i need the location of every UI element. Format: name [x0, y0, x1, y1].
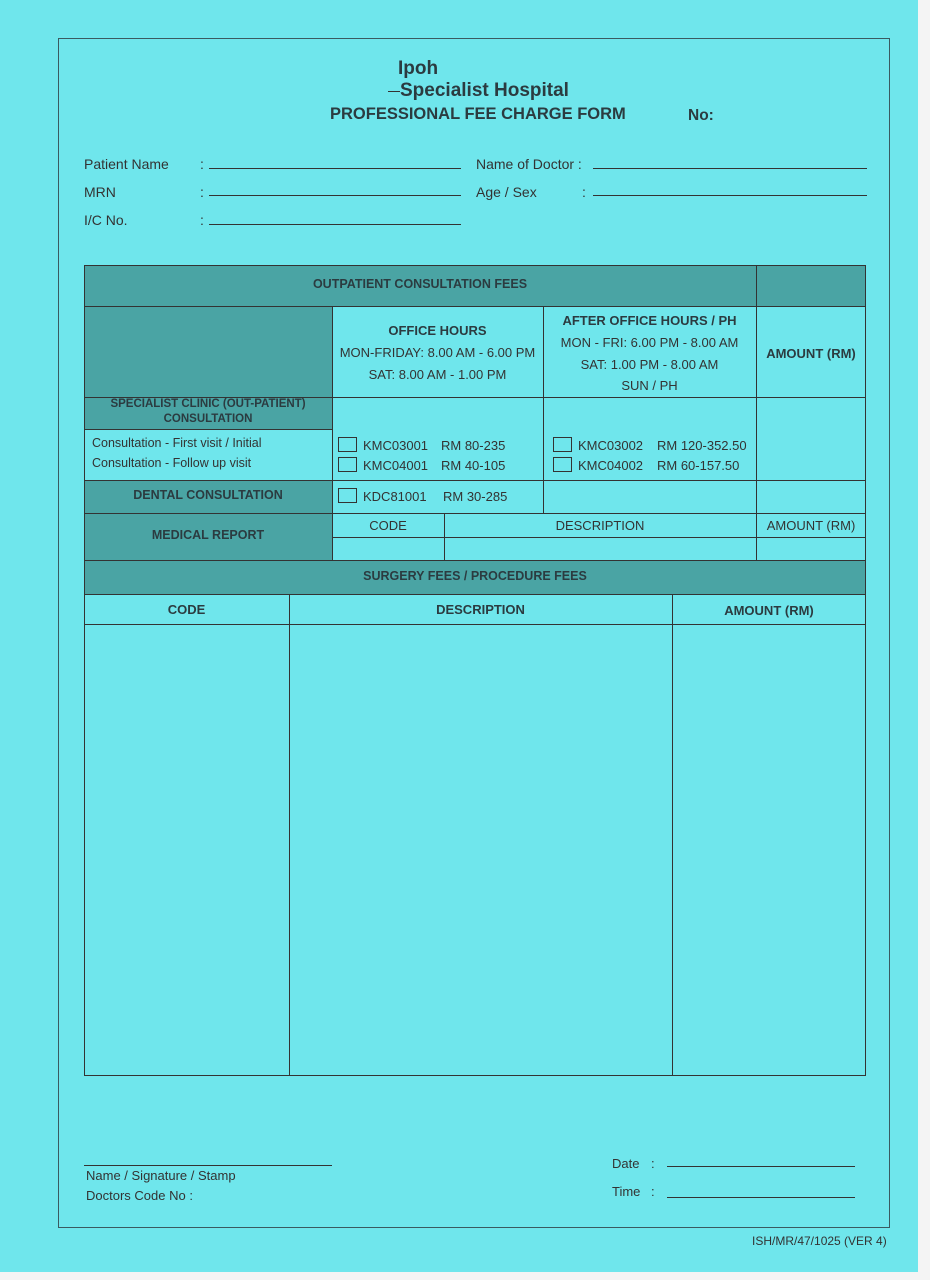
after-price2: RM 60-157.50 [657, 458, 740, 473]
table-rule-v [672, 594, 673, 1076]
surgery-fees-title: SURGERY FEES / PROCEDURE FEES [363, 569, 587, 583]
age-sex-field[interactable] [593, 195, 867, 196]
time-field[interactable] [667, 1197, 855, 1198]
doctor-name-field[interactable] [593, 168, 867, 169]
consult-follow-up: Consultation - Follow up visit [92, 456, 252, 470]
patient-name-field[interactable] [209, 168, 461, 169]
date-colon: : [651, 1156, 655, 1171]
medical-report-code-header: CODE [369, 518, 407, 533]
dental-code: KDC81001 [363, 489, 427, 504]
after-hours-title: AFTER OFFICE HOURS / PH [562, 313, 737, 328]
office-hours-title: OFFICE HOURS [388, 323, 487, 338]
after-hours-line2: SAT: 1.00 PM - 8.00 AM [580, 357, 719, 372]
age-sex-label: Age / Sex [476, 184, 537, 200]
hospital-brand-line2: Specialist Hospital [400, 80, 569, 101]
dental-consultation-label: DENTAL CONSULTATION [133, 488, 283, 502]
ic-no-colon: : [200, 212, 204, 228]
after-hours-line1: MON - FRI: 6.00 PM - 8.00 AM [560, 335, 739, 350]
after-code2: KMC04002 [578, 458, 644, 473]
table-rule [84, 429, 332, 430]
form-reference: ISH/MR/47/1025 (VER 4) [752, 1234, 887, 1248]
date-label: Date [612, 1156, 640, 1171]
office-code1: KMC03001 [363, 438, 429, 453]
after-follow-checkbox[interactable] [553, 457, 572, 472]
specialist-clinic-line1: SPECIALIST CLINIC (OUT-PATIENT) [110, 398, 306, 410]
table-rule [84, 513, 866, 514]
table-rule [332, 537, 866, 538]
mrn-colon: : [200, 184, 204, 200]
office-code2: KMC04001 [363, 458, 429, 473]
form-title: PROFESSIONAL FEE CHARGE FORM [330, 105, 626, 123]
patient-name-label: Patient Name [84, 156, 169, 172]
surgery-code-header: CODE [167, 602, 206, 617]
after-hours-line3: SUN / PH [621, 378, 678, 393]
age-sex-colon: : [582, 184, 586, 200]
office-price2: RM 40-105 [441, 458, 506, 473]
signature-line[interactable] [84, 1165, 332, 1166]
time-label: Time [612, 1184, 641, 1199]
hospital-brand-line1: Ipoh [398, 58, 439, 79]
brand-dash [388, 91, 400, 92]
surgery-description-header: DESCRIPTION [436, 602, 525, 617]
doctor-name-label: Name of Doctor : [476, 156, 582, 172]
amount-header: AMOUNT (RM) [766, 346, 856, 361]
table-rule [84, 560, 866, 561]
mrn-label: MRN [84, 184, 116, 200]
table-rule-v [289, 594, 290, 1076]
table-rule-v [756, 265, 757, 560]
office-first-checkbox[interactable] [338, 437, 357, 452]
consult-first-visit: Consultation - First visit / Initial [92, 436, 262, 450]
after-first-checkbox[interactable] [553, 437, 572, 452]
medical-report-amount-header: AMOUNT (RM) [766, 518, 856, 533]
medical-report-label: MEDICAL REPORT [151, 528, 265, 542]
after-price1: RM 120-352.50 [657, 438, 747, 453]
time-colon: : [651, 1184, 655, 1199]
ic-no-field[interactable] [209, 224, 461, 225]
outpatient-title: OUTPATIENT CONSULTATION FEES [312, 277, 528, 291]
table-rule [84, 306, 866, 307]
medical-report-description-header: DESCRIPTION [555, 518, 645, 533]
date-field[interactable] [667, 1166, 855, 1167]
table-rule [84, 594, 866, 595]
patient-name-colon: : [200, 156, 204, 172]
office-price1: RM 80-235 [441, 438, 506, 453]
office-follow-checkbox[interactable] [338, 457, 357, 472]
table-rule [84, 624, 866, 625]
after-code1: KMC03002 [578, 438, 644, 453]
signature-label: Name / Signature / Stamp [86, 1168, 236, 1183]
table-rule [84, 480, 866, 481]
specialist-clinic-line2: CONSULTATION [163, 413, 253, 425]
surgery-amount-header: AMOUNT (RM) [724, 603, 814, 618]
ic-no-label: I/C No. [84, 212, 128, 228]
office-hours-line1: MON-FRIDAY: 8.00 AM - 6.00 PM [339, 345, 536, 360]
doctors-code-label: Doctors Code No : [86, 1188, 193, 1203]
dental-checkbox[interactable] [338, 488, 357, 503]
dental-price: RM 30-285 [443, 489, 508, 504]
mrn-field[interactable] [209, 195, 461, 196]
office-hours-line2: SAT: 8.00 AM - 1.00 PM [368, 367, 507, 382]
form-number-label: No: [688, 107, 714, 124]
